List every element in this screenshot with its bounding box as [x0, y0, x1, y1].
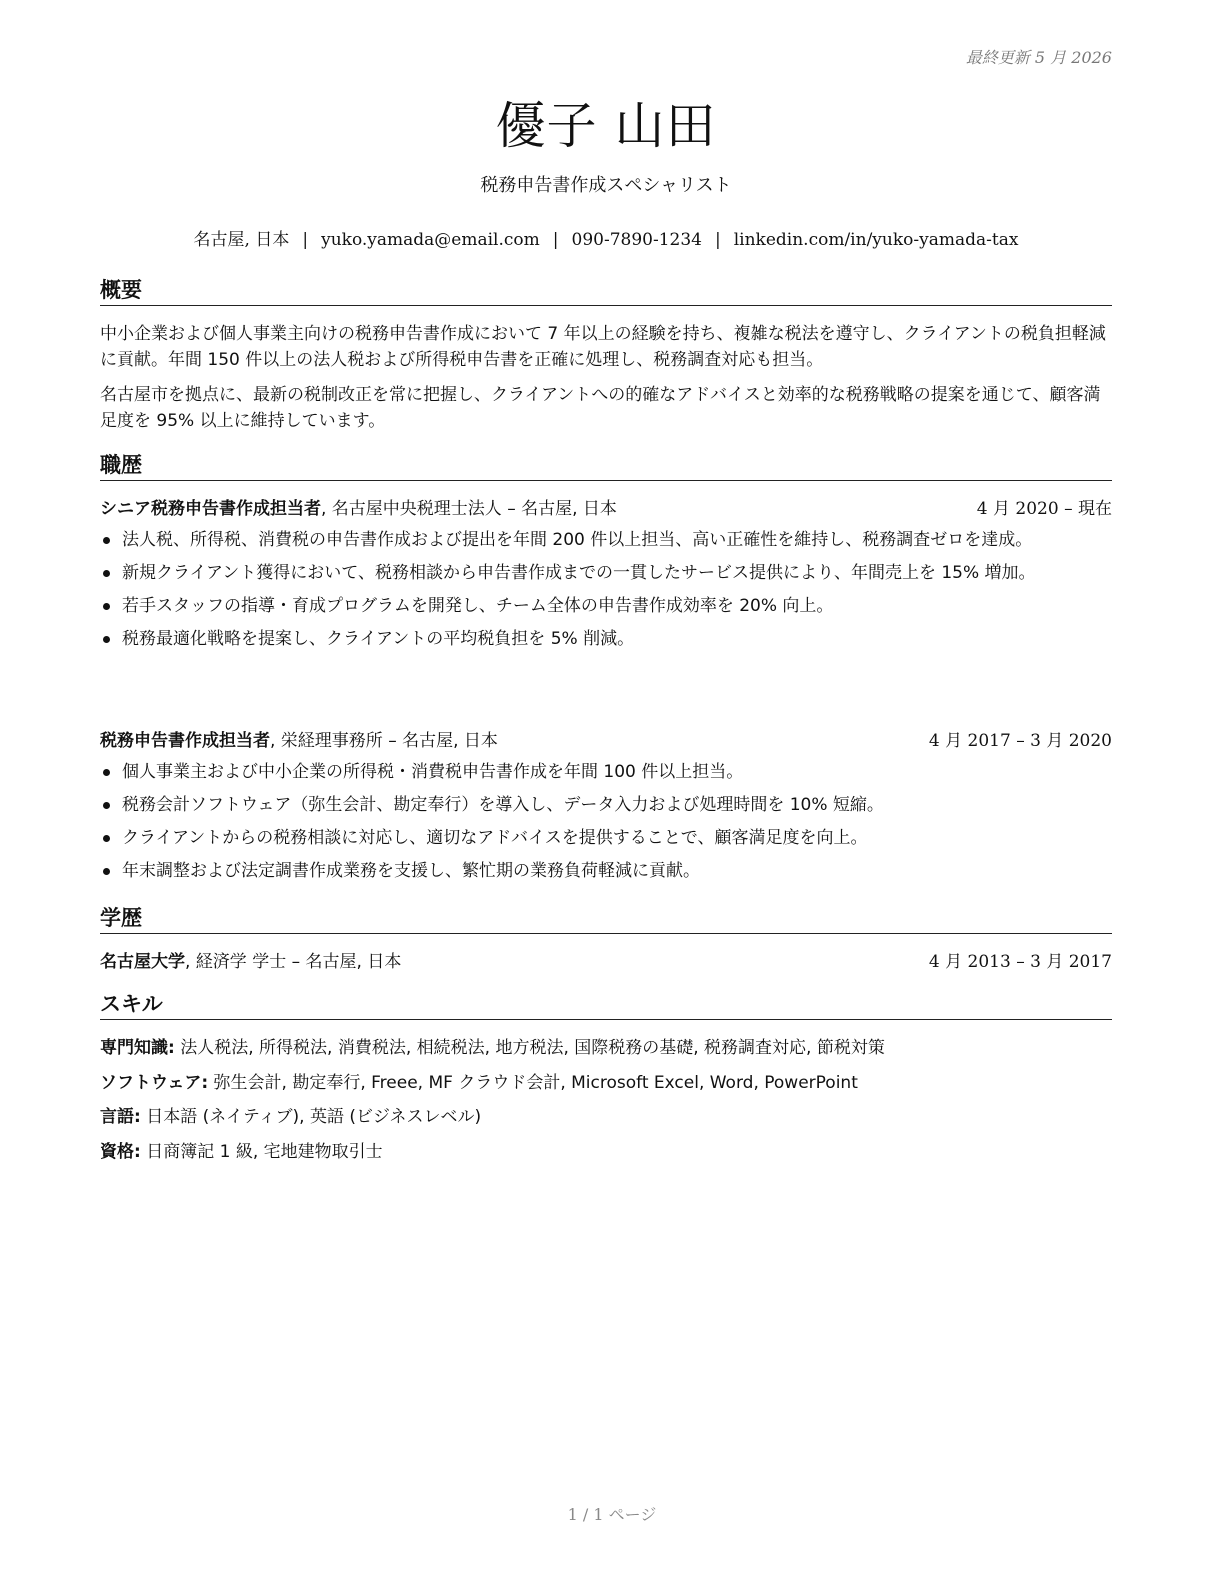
- bullet-icon: [103, 835, 110, 842]
- job-title-line: [100, 496, 617, 522]
- job-dates: 4 月 2020 – 現在: [976, 499, 1112, 519]
- summary-paragraph: 中小企業および個人事業主向けの税務申告書作成において 7 年以上の経験を持ち、複雑な税法を遵守し、クライアントの税負担軽減に貢献。年間 150 件以上の法人税および所得税申告書を正確に処理し、税務調査対応も担当。: [100, 324, 1106, 370]
- bullet-text: クライアントからの税務相談に対応し、適切なアドバイスを提供することで、顧客満足度を向上。: [122, 828, 868, 848]
- bullet-text: 個人事業主および中小企業の所得税・消費税申告書作成を年間 100 件以上担当。: [122, 762, 744, 782]
- headline: 税務申告書作成スペシャリスト: [480, 175, 732, 196]
- education-dates: 4 月 2013 – 3 月 2017: [928, 952, 1112, 972]
- summary-paragraph: 名古屋市を拠点に、最新の税制改正を常に把握し、クライアントへの的確なアドバイスと効率的な税務戦略の提案を通じて、顧客満足度を 95% 以上に維持しています。: [100, 385, 1101, 431]
- list-item: [100, 528, 1112, 553]
- bullet-icon: [103, 868, 110, 875]
- job-org: , 栄経理事務所 – 名古屋, 日本: [270, 731, 498, 751]
- experience-heading: 職歴: [100, 452, 1112, 481]
- education-entry: [100, 949, 1112, 975]
- summary-heading: 概要: [100, 277, 1112, 306]
- skill-row: [100, 1139, 1112, 1165]
- list-item: [100, 859, 1112, 884]
- skill-value: 弥生会計, 勘定奉行, Freee, MF クラウド会計, Microsoft Excel, Word, PowerPoint: [208, 1073, 858, 1093]
- job-org: , 名古屋中央税理士法人 – 名古屋, 日本: [321, 499, 617, 519]
- list-item: [100, 826, 1112, 851]
- skill-row: [100, 1035, 1112, 1061]
- degree-detail: , 経済学 学士 – 名古屋, 日本: [185, 952, 402, 972]
- bullet-icon: [103, 636, 110, 643]
- job-bullets: [100, 528, 1112, 660]
- job-bullets: [100, 760, 1112, 892]
- job-dates: 4 月 2017 – 3 月 2020: [928, 731, 1112, 751]
- bullet-icon: [103, 570, 110, 577]
- person-name: 優子 山田: [495, 97, 717, 155]
- list-item: [100, 627, 1112, 652]
- list-item: [100, 793, 1112, 818]
- job-role: 税務申告書作成担当者: [100, 731, 270, 751]
- education-heading: 学歴: [100, 905, 1112, 934]
- bullet-text: 税務会計ソフトウェア（弥生会計、勘定奉行）を導入し、データ入力および処理時間を 10% 短縮。: [122, 795, 884, 815]
- last-updated: 最終更新 5 月 2026: [965, 48, 1112, 67]
- bullet-icon: [103, 769, 110, 776]
- bullet-icon: [103, 802, 110, 809]
- skill-value: 日本語 (ネイティブ), 英語 (ビジネスレベル): [140, 1107, 482, 1127]
- contact-phone: 090-7890-1234: [571, 230, 702, 250]
- bullet-text: 年末調整および法定調書作成業務を支援し、繁忙期の業務負荷軽減に貢献。: [122, 861, 700, 881]
- contact-separator: |: [552, 230, 559, 250]
- skill-value: 日商簿記 1 級, 宅地建物取引士: [140, 1142, 383, 1162]
- contact-separator: |: [714, 230, 721, 250]
- bullet-icon: [103, 603, 110, 610]
- contact-location: 名古屋, 日本: [193, 230, 290, 250]
- skill-row: [100, 1104, 1112, 1130]
- contact-line: [100, 225, 1112, 250]
- contact-linkedin[interactable]: linkedin.com/in/yuko-yamada-tax: [733, 230, 1019, 250]
- list-item: [100, 760, 1112, 785]
- bullet-icon: [103, 537, 110, 544]
- job-title-line: [100, 728, 498, 754]
- list-item: [100, 594, 1112, 619]
- skill-label: 言語:: [100, 1107, 141, 1127]
- skills-heading: スキル: [100, 991, 1112, 1020]
- bullet-text: 若手スタッフの指導・育成プログラムを開発し、チーム全体の申告書作成効率を 20% 向上。: [122, 596, 834, 616]
- job-role: シニア税務申告書作成担当者: [100, 499, 321, 519]
- page-number: 1 / 1 ページ: [567, 1505, 657, 1524]
- skill-label: ソフトウェア:: [100, 1073, 209, 1093]
- job-header: [100, 496, 1112, 522]
- bullet-text: 法人税、所得税、消費税の申告書作成および提出を年間 200 件以上担当、高い正確性を維持し、税務調査ゼロを達成。: [122, 530, 1033, 550]
- contact-email[interactable]: yuko.yamada@email.com: [321, 230, 540, 250]
- skill-row: [100, 1070, 1112, 1096]
- skill-label: 資格:: [100, 1142, 141, 1162]
- job-header: [100, 728, 1112, 754]
- education-title-line: [100, 949, 401, 975]
- school-name: 名古屋大学: [100, 952, 185, 972]
- contact-separator: |: [302, 230, 309, 250]
- bullet-text: 税務最適化戦略を提案し、クライアントの平均税負担を 5% 削減。: [122, 629, 635, 649]
- bullet-text: 新規クライアント獲得において、税務相談から申告書作成までの一貫したサービス提供により、年間売上を 15% 増加。: [122, 563, 1036, 583]
- skill-label: 専門知識:: [100, 1038, 175, 1058]
- skill-value: 法人税法, 所得税法, 消費税法, 相続税法, 地方税法, 国際税務の基礎, 税務調査対応, 節税対策: [174, 1038, 885, 1058]
- list-item: [100, 561, 1112, 586]
